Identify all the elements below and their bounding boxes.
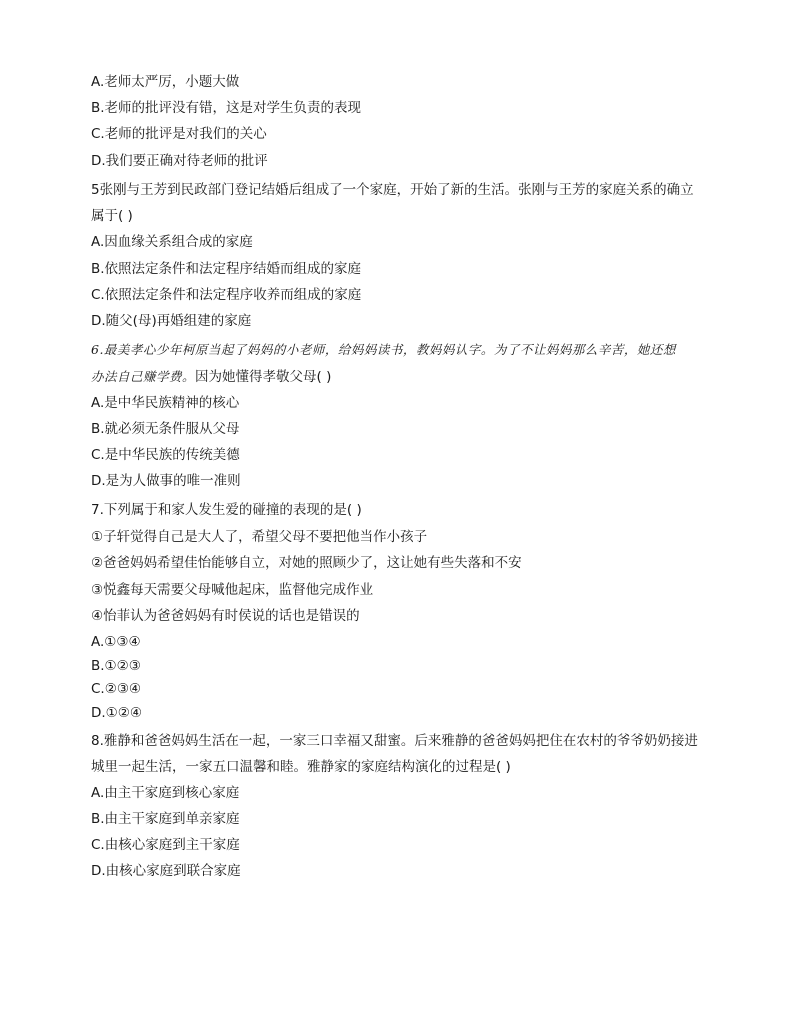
q7-item-1: ①子轩觉得自己是大人了，希望父母不要把他当作小孩子 bbox=[91, 529, 428, 545]
q4-option-b: B.老师的批评没有错，这是对学生负责的表现 bbox=[91, 100, 362, 116]
q5-stem-line1: 5张刚与王芳到民政部门登记结婚后组成了一个家庭，开始了新的生活。张刚与王芳的家庭关系的确立 bbox=[91, 182, 694, 198]
q6-option-b: B.就必须无条件服从父母 bbox=[91, 421, 240, 437]
q7-item-4: ④怡菲认为爸爸妈妈有时侯说的话也是错误的 bbox=[91, 608, 360, 624]
q6-stem-line2-handwritten: 办法自己赚学费。 bbox=[91, 369, 196, 384]
q6-stem-line2-printed: 因为她懂得孝敬父母( ) bbox=[195, 369, 332, 385]
q6-option-d: D.是为人做事的唯一准则 bbox=[91, 473, 241, 489]
q5-option-a: A.因血缘关系组合成的家庭 bbox=[91, 234, 253, 250]
q6-option-c: C.是中华民族的传统美德 bbox=[91, 447, 240, 463]
q8-stem-line1: 8.雅静和爸爸妈妈生活在一起，一家三口幸福又甜蜜。后来雅静的爸爸妈妈把住在农村的爷爷奶奶接进 bbox=[91, 733, 698, 749]
q4-option-a: A.老师太严厉，小题大做 bbox=[91, 74, 240, 90]
q7-option-b: B.①②③ bbox=[91, 658, 141, 674]
q5-stem-line2: 属于( ) bbox=[91, 208, 133, 224]
q4-option-d: D.我们要正确对待老师的批评 bbox=[91, 153, 268, 169]
q4-option-c: C.老师的批评是对我们的关心 bbox=[91, 126, 267, 142]
q5-option-d: D.随父(母)再婚组建的家庭 bbox=[91, 313, 252, 329]
q8-stem-line2: 城里一起生活，一家五口温馨和睦。雅静家的家庭结构演化的过程是( ) bbox=[91, 759, 511, 775]
q5-option-b: B.依照法定条件和法定程序结婚而组成的家庭 bbox=[91, 261, 362, 277]
q7-option-c: C.②③④ bbox=[91, 681, 142, 697]
q8-option-c: C.由核心家庭到主干家庭 bbox=[91, 837, 240, 853]
q7-option-d: D.①②④ bbox=[91, 705, 142, 721]
q6-stem-line1: 6.最美孝心少年柯原当起了妈妈的小老师，给妈妈读书，教妈妈认字。为了不让妈妈那么辛苦，她还想 bbox=[91, 342, 676, 357]
q6-stem-line2 bbox=[91, 367, 708, 387]
q7-stem: 7.下列属于和家人发生爱的碰撞的表现的是( ) bbox=[91, 502, 362, 518]
q8-option-b: B.由主干家庭到单亲家庭 bbox=[91, 811, 240, 827]
q6-option-a: A.是中华民族精神的核心 bbox=[91, 395, 240, 411]
q8-option-d: D.由核心家庭到联合家庭 bbox=[91, 863, 241, 879]
q8-option-a: A.由主干家庭到核心家庭 bbox=[91, 785, 240, 801]
q5-option-c: C.依照法定条件和法定程序收养而组成的家庭 bbox=[91, 287, 362, 303]
q7-option-a: A.①③④ bbox=[91, 634, 141, 650]
q7-item-2: ②爸爸妈妈希望佳怡能够自立，对她的照顾少了，这让她有些失落和不安 bbox=[91, 555, 522, 571]
q7-item-3: ③悦鑫每天需要父母喊他起床，监督他完成作业 bbox=[91, 582, 374, 598]
